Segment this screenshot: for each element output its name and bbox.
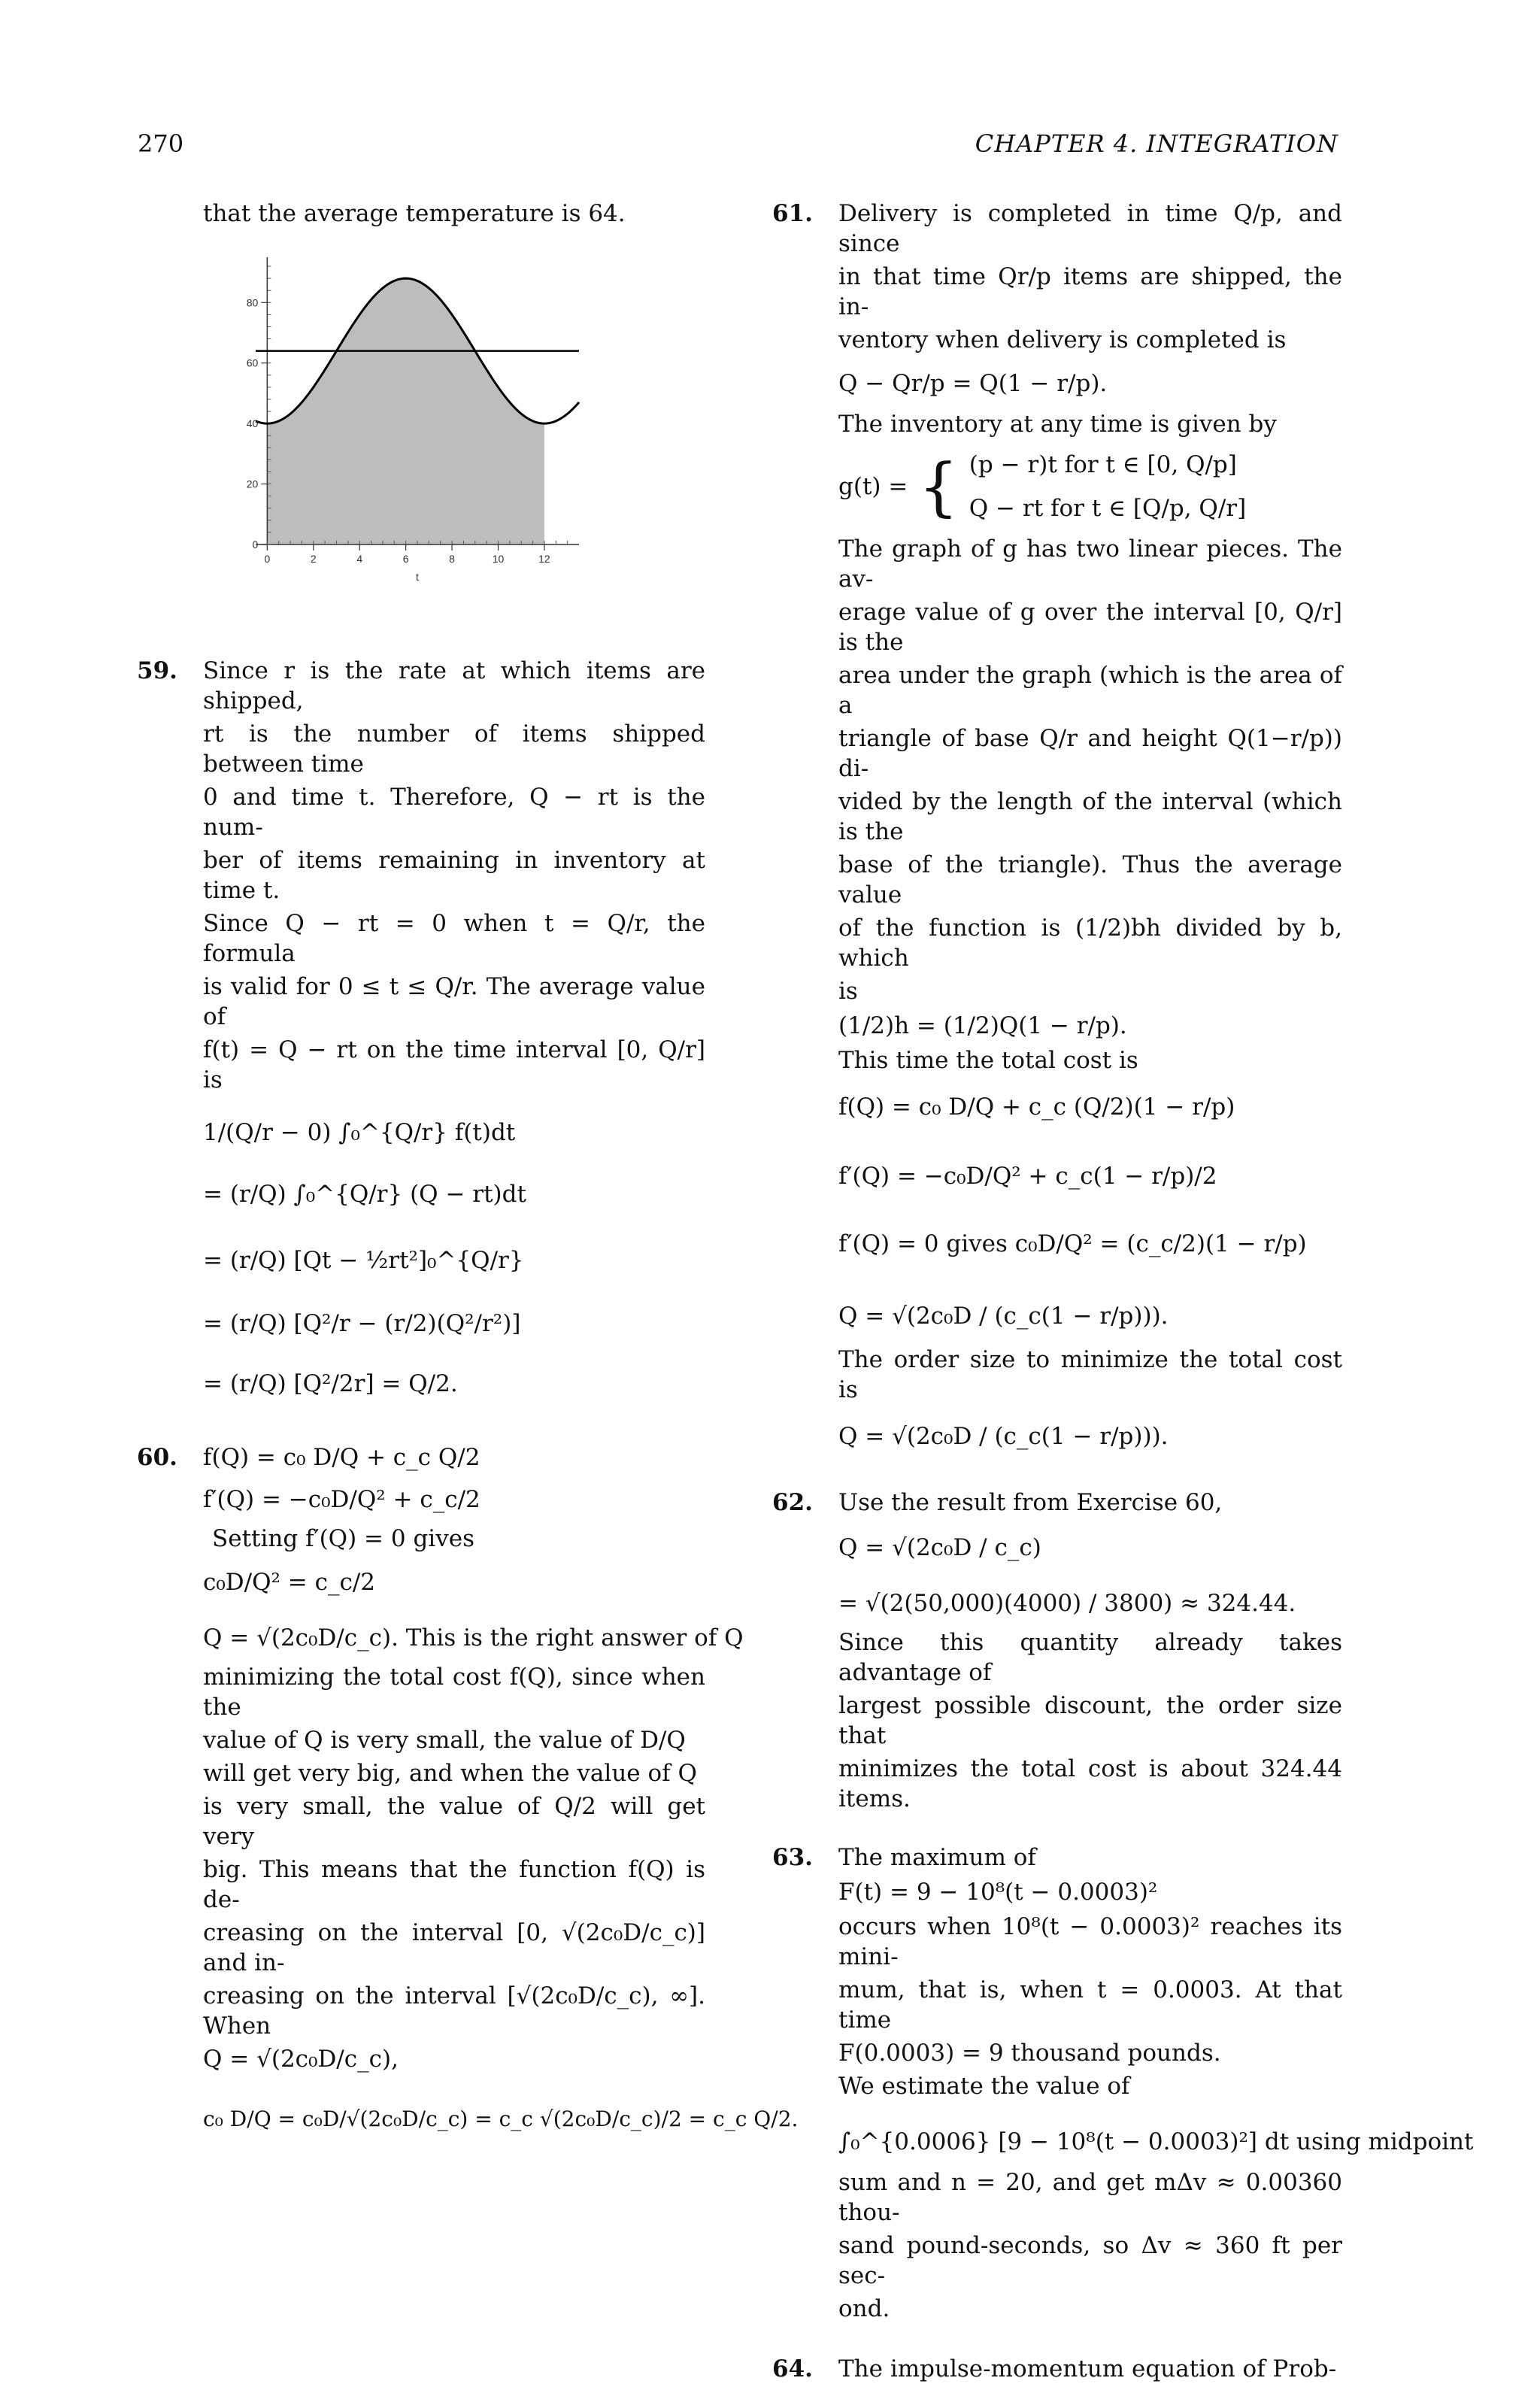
right-column — [772, 199, 1474, 2387]
ex62-equation: = √(2(50,000)(4000) / 3800) ≈ 324.44. — [838, 1590, 1296, 1617]
ex61-line: This time the total cost is — [838, 1047, 1138, 1074]
ex63-line: F(0.0003) = 9 thousand pounds. — [838, 2040, 1221, 2067]
ex63-line: The maximum of — [838, 1844, 1036, 1871]
ex60-equation: c₀D/Q² = c_c/2 — [203, 1569, 376, 1596]
ex59-equation: = (r/Q) ∫₀^{Q/r} (Q − rt)dt — [203, 1181, 526, 1208]
ex59-equation: 1/(Q/r − 0) ∫₀^{Q/r} f(t)dt — [203, 1119, 516, 1146]
ex60-equation: f′(Q) = −c₀D/Q² + c_c/2 — [203, 1486, 480, 1513]
exercise-number: 64. — [772, 2355, 813, 2382]
exercise-59 — [137, 656, 705, 1399]
x-tick-label: 4 — [356, 552, 363, 565]
ex61-line: Delivery is completed in time Q/p, and since — [838, 200, 1342, 257]
ex63-equation: ∫₀^{0.0006} [9 − 10⁸(t − 0.0003)²] dt using midpoint — [838, 2128, 1474, 2155]
ex61-equation: f(Q) = c₀ D/Q + c_c (Q/2)(1 − r/p) — [838, 1093, 1235, 1121]
ex62-line: minimizes the total cost is about 324.44 items. — [838, 1755, 1342, 1812]
ex63-line: We estimate the value of — [838, 2073, 1130, 2100]
ex60-line: creasing on the interval [0, √(2c₀D/c_c)] and in- — [203, 1919, 705, 1976]
y-tick-label: 0 — [252, 538, 259, 550]
ex59-equation: = (r/Q) [Q²/r − (r/2)(Q²/r²)] — [203, 1310, 521, 1337]
running-header: CHAPTER 4. INTEGRATION — [975, 129, 1338, 158]
ex61-line: is — [838, 978, 858, 1005]
ex61-line: ventory when delivery is completed is — [838, 326, 1287, 353]
ex60-equation: f(Q) = c₀ D/Q + c_c Q/2 — [203, 1444, 480, 1471]
shaded-area — [267, 278, 544, 544]
ex60-equation: c₀ D/Q = c₀D/√(2c₀D/c_c) = c_c √(2c₀D/c_c)/2 = c_c Q/2. — [203, 2106, 799, 2131]
x-tick-label: 12 — [538, 552, 550, 565]
x-axis-label: t — [416, 570, 419, 583]
ex61-line: area under the graph (which is the area of a — [838, 662, 1342, 719]
ex61-line: of the function is (1/2)bh divided by b, which — [838, 914, 1342, 972]
left-brace-icon: { — [918, 450, 959, 523]
exercise-number: 59. — [137, 657, 177, 684]
ex59-line: Since Q − rt = 0 when t = Q/r, the formula — [203, 910, 705, 967]
ex61-equation: f′(Q) = −c₀D/Q² + c_c(1 − r/p)/2 — [838, 1163, 1217, 1190]
exercise-61 — [772, 199, 1342, 1451]
ex63-line: mum, that is, when t = 0.0003. At that time — [838, 1976, 1342, 2034]
page-number: 270 — [138, 129, 184, 158]
exercise-number: 62. — [772, 1489, 813, 1516]
ex62-equation: Q = √(2c₀D / c_c) — [838, 1534, 1041, 1561]
ex63-line: sand pound-seconds, so Δv ≈ 360 ft per sec- — [838, 2232, 1342, 2289]
exercise-64 — [772, 2354, 1342, 2384]
ex59-line: ber of items remaining in inventory at time t. — [203, 847, 705, 904]
x-tick-label: 2 — [310, 552, 317, 565]
ex59-line: is valid for 0 ≤ t ≤ Q/r. The average value of — [203, 973, 705, 1030]
ex59-equation: = (r/Q) [Qt − ½rt²]₀^{Q/r} — [203, 1247, 524, 1274]
ex60-line: Q = √(2c₀D/c_c), — [203, 2046, 399, 2073]
exercise-number: 63. — [772, 1844, 813, 1871]
x-tick-label: 8 — [449, 552, 455, 565]
ex59-line: Since r is the rate at which items are shipped, — [203, 657, 705, 714]
ex63-equation: F(t) = 9 − 10⁸(t − 0.0003)² — [838, 1879, 1158, 1906]
exercise-63 — [772, 1843, 1474, 2324]
ex61-line: The graph of g has two linear pieces. The av- — [838, 535, 1342, 593]
ex60-line: is very small, the value of Q/2 will get very — [203, 1793, 705, 1850]
y-tick-label: 20 — [246, 478, 259, 490]
ex59-line: 0 and time t. Therefore, Q − rt is the num- — [203, 784, 705, 841]
intro-text: that the average temperature is 64. — [203, 200, 626, 227]
ex60-line: minimizing the total cost f(Q), since when the — [203, 1664, 705, 1721]
ex63-line: sum and n = 20, and get mΔv ≈ 0.00360 thou- — [838, 2169, 1342, 2226]
ex61-line: The order size to minimize the total cost is — [838, 1346, 1342, 1403]
ex61-equation: Q − Qr/p = Q(1 − r/p). — [838, 370, 1108, 397]
ex59-line: rt is the number of items shipped between time — [203, 720, 705, 778]
ex63-line: ond. — [838, 2295, 890, 2322]
ex61-equation: Q = √(2c₀D / (c_c(1 − r/p))). — [838, 1423, 1169, 1450]
piecewise-cases — [969, 445, 1246, 528]
piecewise-function — [838, 445, 1342, 528]
ex61-equation: Q = √(2c₀D / (c_c(1 − r/p))). — [838, 1303, 1169, 1330]
exercise-62 — [772, 1488, 1342, 1814]
ex59-line: f(t) = Q − rt on the time interval [0, Q/r] is — [203, 1036, 705, 1093]
ex61-line: base of the triangle). Thus the average value — [838, 851, 1342, 908]
temperature-chart — [241, 250, 594, 611]
y-tick-label: 40 — [246, 417, 259, 430]
piecewise-case: (p − r)t for t ∈ [0, Q/p] — [969, 451, 1237, 478]
x-tick-label: 6 — [402, 552, 409, 565]
ex60-equation: Q = √(2c₀D/c_c). This is the right answer of Q — [203, 1624, 744, 1651]
ex61-equation: (1/2)h = (1/2)Q(1 − r/p). — [838, 1012, 1127, 1039]
ex62-line: largest possible discount, the order size that — [838, 1692, 1342, 1749]
ex61-line: The inventory at any time is given by — [838, 411, 1277, 438]
ex60-line: Setting f′(Q) = 0 gives — [212, 1525, 474, 1552]
piecewise-label: g(t) = — [838, 473, 908, 500]
ex64-line: The impulse-momentum equation of Prob- — [838, 2355, 1337, 2382]
x-tick-label: 0 — [264, 552, 271, 565]
ex62-line: Use the result from Exercise 60, — [838, 1489, 1223, 1516]
ex61-line: vided by the length of the interval (which is the — [838, 788, 1342, 845]
exercise-number: 60. — [137, 1444, 177, 1471]
ex60-line: creasing on the interval [√(2c₀D/c_c), ∞]. When — [203, 1982, 705, 2040]
ex61-line: erage value of g over the interval [0, Q/r] is the — [838, 599, 1342, 656]
ex61-line: triangle of base Q/r and height Q(1−r/p)) di- — [838, 725, 1342, 782]
y-tick-label: 60 — [246, 356, 259, 369]
ex60-line: will get very big, and when the value of Q — [203, 1760, 697, 1787]
x-tick-label: 10 — [492, 552, 505, 565]
ex60-line: value of Q is very small, the value of D/Q — [203, 1727, 686, 1754]
y-tick-label: 80 — [246, 296, 259, 309]
ex59-equation: = (r/Q) [Q²/2r] = Q/2. — [203, 1370, 458, 1397]
ex60-line: big. This means that the function f(Q) is de- — [203, 1856, 705, 1913]
ex63-line: occurs when 10⁸(t − 0.0003)² reaches its mini- — [838, 1913, 1342, 1970]
ex61-equation: f′(Q) = 0 gives c₀D/Q² = (c_c/2)(1 − r/p) — [838, 1230, 1307, 1257]
ex61-line: in that time Qr/p items are shipped, the in- — [838, 263, 1342, 320]
ex62-line: Since this quantity already takes advantage of — [838, 1629, 1342, 1686]
piecewise-case: Q − rt for t ∈ [Q/p, Q/r] — [969, 495, 1247, 522]
exercise-number: 61. — [772, 200, 813, 227]
